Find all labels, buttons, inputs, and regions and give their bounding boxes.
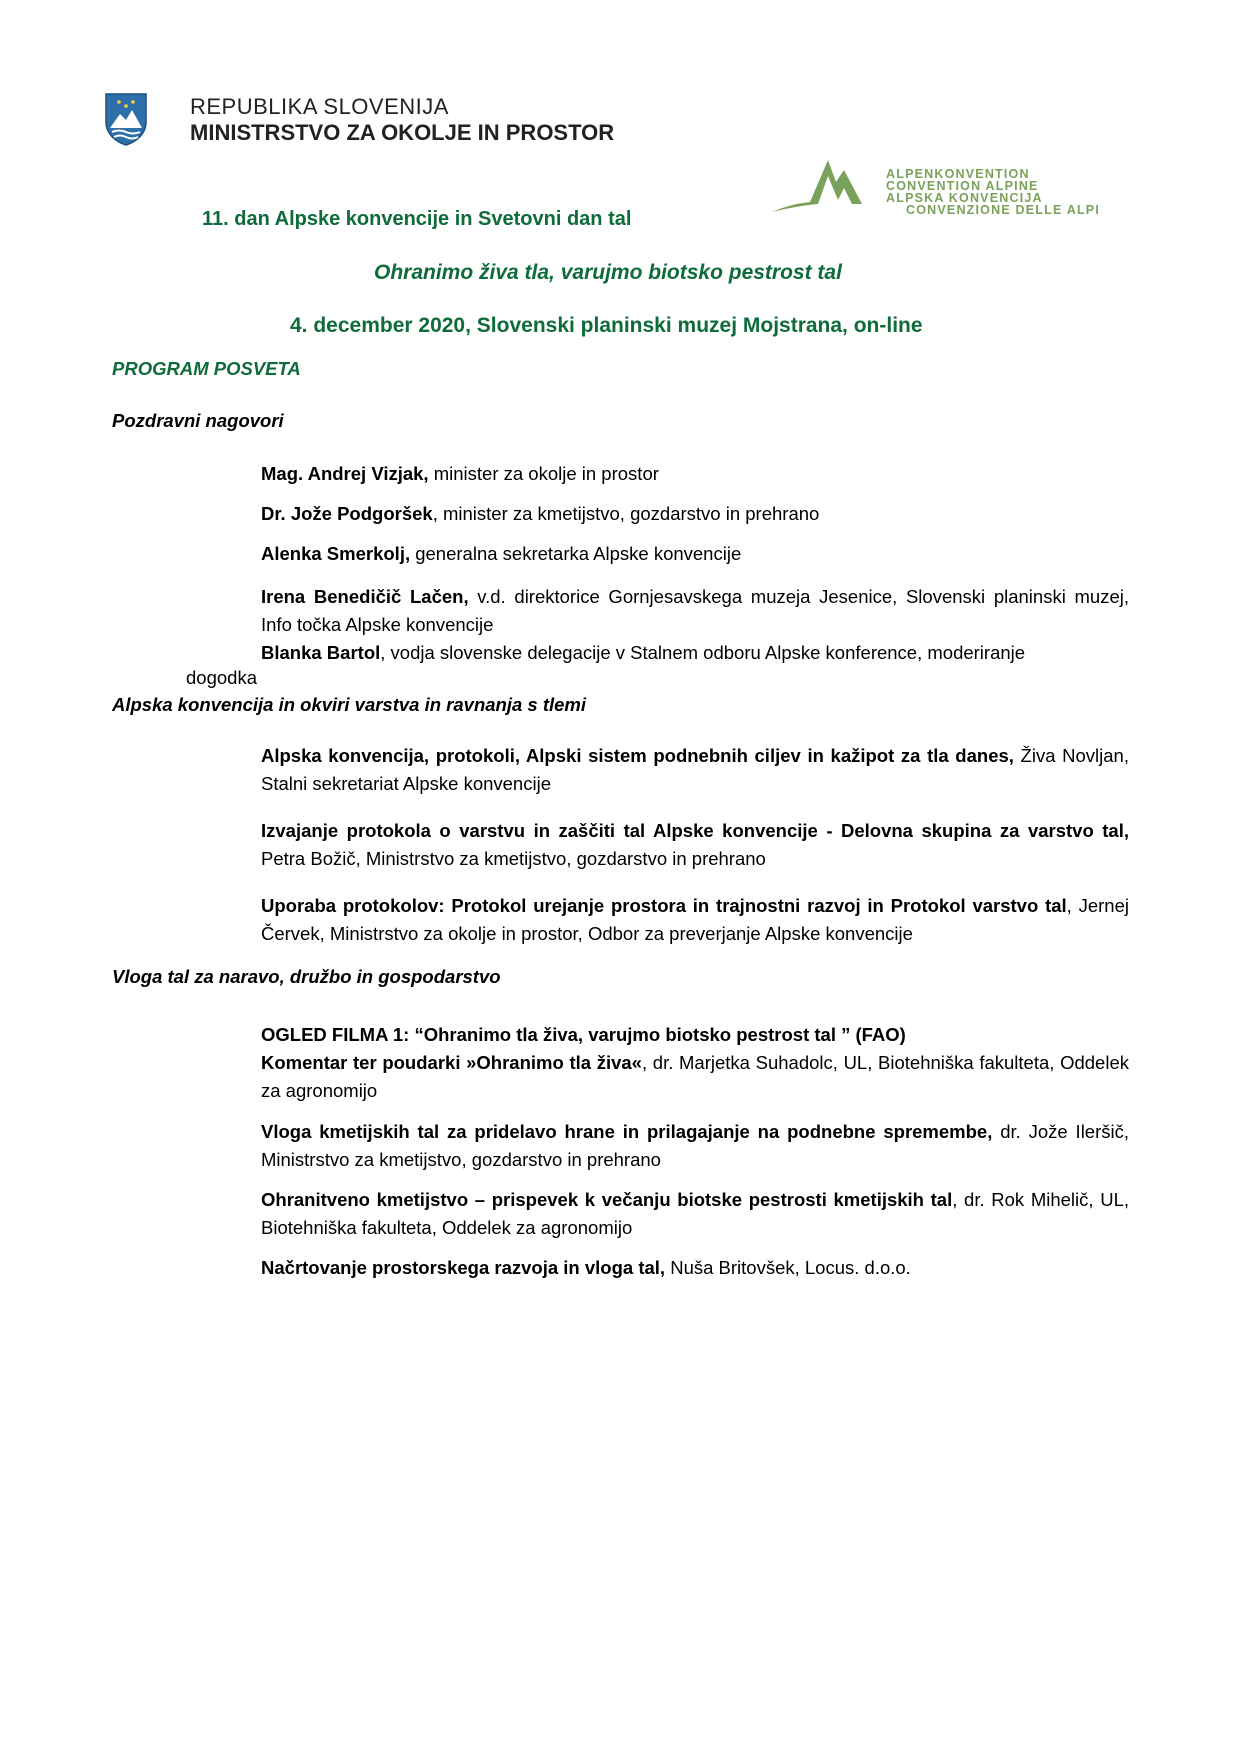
talk-speaker: , dr. Marjetka Suhadolc, UL, Biotehniška fakulteta, Oddelek za agronomijo [261,1052,1129,1101]
talk-title: Ohranitveno kmetijstvo – prispevek k večanju biotske pestrosti kmetijskih tal [261,1189,953,1210]
republic-label: REPUBLIKA SLOVENIJA [190,94,449,119]
speaker-name: Alenka Smerkolj, [261,543,411,564]
talk-title: Načrtovanje prostorskega razvoja in vloga tal, [261,1257,666,1278]
speaker-role: minister za okolje in prostor [428,463,659,484]
film-title: OGLED FILMA 1: “Ohranimo tla živa, varujmo biotsko pestrost tal ” (FAO) [261,1024,906,1045]
talk-speaker: dr. Jože Ileršič, Ministrstvo za kmetijstvo, gozdarstvo in prehrano [261,1121,1130,1170]
program-entry [261,460,1129,488]
speaker-role: v.d. direktorice Gornjesavskega muzeja Jesenice, Slovenski planinski muzej, Info točka Alpske konvencije [261,586,1129,635]
program-entry [261,540,1129,568]
talk-speaker: Petra Božič, Ministrstvo za kmetijstvo, gozdarstvo in prehrano [261,848,766,869]
speaker-role: , vodja slovenske delegacije v Stalnem odboru Alpske konference, moderiranje [380,642,1026,663]
program-entry [261,1186,1129,1242]
section-heading: Alpska konvencija in okviri varstva in ravnanja s tlemi [112,694,587,715]
talk-speaker: Nuša Britovšek, Locus. d.o.o. [665,1257,911,1278]
talk-title: Alpska konvencija, protokoli, Alpski sistem podnebnih ciljev in kažipot za tla danes, [261,745,1014,766]
program-entry [261,1021,1129,1049]
program-entry [261,1049,1129,1105]
program-entry [261,742,1129,798]
speaker-role: generalna sekretarka Alpske konvencije [410,543,742,564]
ministry-label: MINISTRSTVO ZA OKOLJE IN PROSTOR [190,120,615,145]
program-entry [261,1254,1129,1282]
alp-logo-line: ALPSKA KONVENCIJA [886,191,1043,205]
event-date-place: 4. december 2020, Slovenski planinski muzej Mojstrana, on-line [290,314,923,337]
talk-speaker: Živa Novljan, Stalni sekretariat Alpske konvencije [261,745,1129,794]
talk-title: Vloga kmetijskih tal za pridelavo hrane in prilagajanje na podnebne spremembe, [261,1121,993,1142]
alp-logo-line: CONVENTION ALPINE [886,179,1039,193]
speaker-name: Blanka Bartol [261,642,381,663]
program-entry [261,1118,1129,1174]
program-heading: PROGRAM POSVETA [112,358,301,379]
alp-logo-line: CONVENZIONE DELLE ALPI [906,203,1101,217]
speaker-name: Irena Benedičič Lačen, [261,586,469,607]
section-heading: Pozdravni nagovori [112,410,284,431]
talk-speaker: , Jernej Červek, Ministrstvo za okolje in prostor, Odbor za preverjanje Alpske konvencije [261,895,1129,944]
program-entry [261,500,1129,528]
talk-title: Izvajanje protokola o varstvu in zaščiti tal Alpske konvencije - Delovna skupina za varstvo tal, [261,820,1129,841]
event-title: 11. dan Alpske konvencije in Svetovni dan tal [202,208,632,230]
event-subtitle: Ohranimo živa tla, varujmo biotsko pestrost tal [374,261,842,284]
entry-continuation: dogodka [186,667,257,688]
coat-of-arms-icon [104,92,148,146]
program-entry [261,639,1129,667]
program-entry [261,817,1129,873]
talk-title: Komentar ter poudarki »Ohranimo tla živa« [261,1052,642,1073]
talk-title: Uporaba protokolov: Protokol urejanje prostora in trajnostni razvoj in Protokol varstvo tal [261,895,1067,916]
alpine-convention-logo-text [886,168,1100,216]
program-entry [261,892,1129,948]
program-entry [261,583,1129,639]
alp-logo-line: ALPENKONVENTION [886,167,1030,181]
speaker-role: , minister za kmetijstvo, gozdarstvo in prehrano [432,503,820,524]
talk-speaker: , dr. Rok Mihelič, UL, Biotehniška fakulteta, Oddelek za agronomijo [261,1189,1129,1238]
speaker-name: Mag. Andrej Vizjak, [261,463,429,484]
section-heading: Vloga tal za naravo, družbo in gospodarstvo [112,966,501,987]
speaker-name: Dr. Jože Podgoršek [261,503,433,524]
